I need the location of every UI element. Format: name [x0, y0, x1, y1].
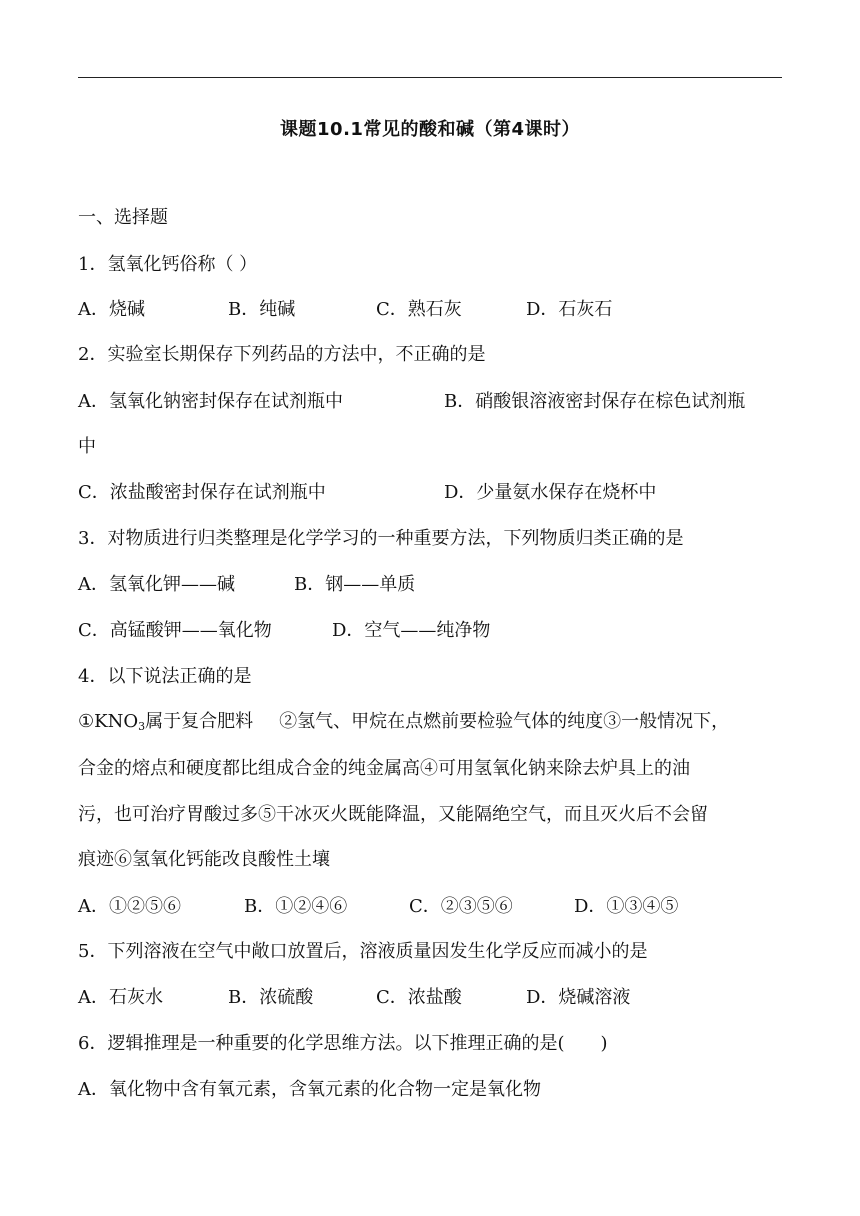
q1-option-b: B．纯碱: [228, 299, 296, 320]
question-4-statement-line1: [78, 710, 729, 739]
question-6-stem: 6．逻辑推理是一种重要的化学思维方法。以下推理正确的是( ): [78, 1033, 608, 1054]
question-4-statement-line3: 污，也可治疗胃酸过多⑤干冰灭火既能降温，又能隔绝空气，而且灭火后不会留: [78, 804, 708, 825]
question-4-options: [78, 895, 782, 919]
q4-option-a: A．①②⑤⑥: [78, 896, 181, 917]
q3-option-a: A．氢氧化钾——碱: [78, 574, 235, 595]
q1-option-a: A．烧碱: [78, 299, 145, 320]
question-5-stem: 5．下列溶液在空气中敞口放置后，溶液质量因发生化学反应而减小的是: [78, 941, 648, 962]
q5-option-a: A．石灰水: [78, 987, 163, 1008]
q3-option-c: C．高锰酸钾——氧化物: [78, 620, 272, 641]
section-heading: 一、选择题: [78, 207, 168, 228]
question-3-options-row2: [78, 619, 782, 643]
q3-option-d: D．空气——纯净物: [332, 620, 491, 641]
q6-option-a: A．氧化物中含有氧元素，含氧元素的化合物一定是氧化物: [78, 1079, 541, 1100]
page-title: 课题10.1常见的酸和碱（第4课时）: [280, 119, 580, 140]
q2-option-d: D．少量氨水保存在烧杯中: [444, 482, 657, 503]
q4-line1-rest: ②氢气、甲烷在点燃前要检验气体的纯度③一般情况下，: [279, 711, 730, 732]
question-1-stem: 1．氢氧化钙俗称（ ）: [78, 254, 258, 275]
q4-option-b: B．①②④⑥: [244, 896, 348, 917]
q3-option-b: B．钢——单质: [294, 574, 416, 595]
q4-option-d: D．①③④⑤: [574, 896, 679, 917]
q4-kno3-subscript: 3: [138, 720, 146, 733]
q1-option-d: D．石灰石: [526, 299, 613, 320]
question-1-options: [78, 298, 782, 322]
q5-option-c: C．浓盐酸: [376, 987, 462, 1008]
question-4-stem: 4．以下说法正确的是: [78, 666, 252, 687]
question-3-options-row1: [78, 573, 782, 597]
question-2-options-row1: [78, 390, 782, 414]
header-rule: [78, 77, 782, 78]
q2-option-b-wrap: 中: [78, 436, 96, 457]
q2-option-a: A．氢氧化钠密封保存在试剂瓶中: [78, 391, 343, 412]
question-2-stem: 2．实验室长期保存下列药品的方法中，不正确的是: [78, 344, 486, 365]
question-3-stem: 3．对物质进行归类整理是化学学习的一种重要方法，下列物质归类正确的是: [78, 528, 684, 549]
question-4-statement-line2: 合金的熔点和硬度都比组成合金的纯金属高④可用氢氧化钠来除去炉具上的油: [78, 758, 690, 779]
question-5-options: [78, 986, 782, 1010]
q2-option-b: B．硝酸银溶液密封保存在棕色试剂瓶: [444, 391, 746, 412]
q4-option-c: C．②③⑤⑥: [409, 896, 513, 917]
q5-option-d: D．烧碱溶液: [526, 987, 631, 1008]
q1-option-c: C．熟石灰: [376, 299, 462, 320]
q4-kno3-prefix: ①KNO: [78, 711, 139, 732]
q5-option-b: B．浓硫酸: [228, 987, 314, 1008]
question-4-statement-line4: 痕迹⑥氢氧化钙能改良酸性土壤: [78, 849, 330, 870]
q4-kno3-suffix: 属于复合肥料: [145, 711, 254, 732]
q2-option-c: C．浓盐酸密封保存在试剂瓶中: [78, 482, 326, 503]
question-2-options-row2: [78, 481, 782, 505]
